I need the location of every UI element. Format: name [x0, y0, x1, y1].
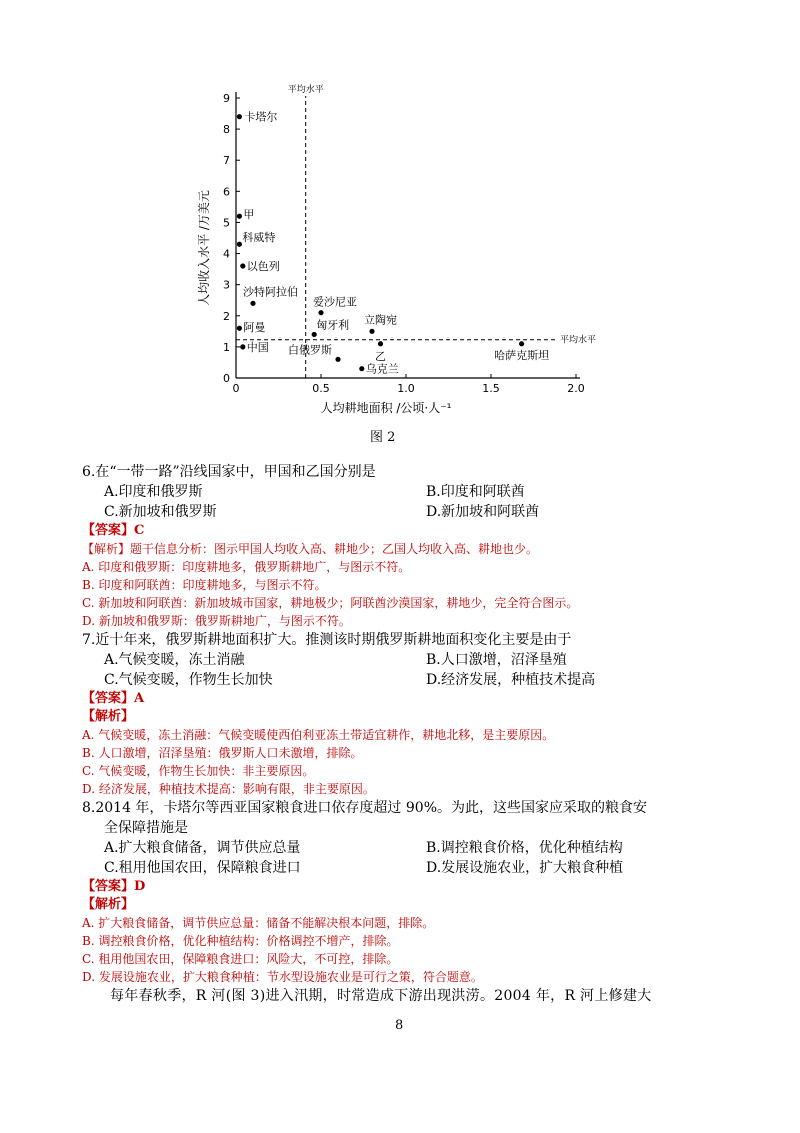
data-point: [335, 357, 340, 362]
q7-explain-a: A. 气候变暖，冻土消融：气候变暖使西伯利亚冻土带适宜耕作，耕地北移，是主要原因。: [82, 728, 555, 742]
y-tick-label: 6: [223, 185, 230, 199]
q7-answer-value: A: [134, 691, 145, 706]
q8-analysis: 【解析】: [82, 897, 135, 912]
y-tick-label: 1: [223, 340, 230, 354]
q7-option-d: D.经济发展，种植技术提高: [426, 672, 596, 688]
q7-explain-c: C. 气候变暖，作物生长加快：非主要原因。: [82, 764, 315, 778]
data-point: [250, 301, 255, 306]
q6-answer: [82, 522, 732, 540]
q6-analysis: 【解析】题干信息分析：图示甲国人均收入高、耕地少；乙国人均收入高、耕地也少。: [82, 542, 539, 556]
page-number: 8: [395, 1018, 404, 1033]
data-point-label: 白俄罗斯: [288, 343, 332, 357]
y-tick-label: 4: [223, 247, 230, 261]
q7-explain-d: D. 经济发展，种植技术提高：影响有限，非主要原因。: [82, 782, 375, 796]
data-point: [237, 214, 242, 219]
q7-answer: [82, 690, 732, 708]
data-point: [237, 326, 242, 331]
data-point: [318, 310, 323, 315]
q8-answer: [82, 878, 732, 896]
x-tick-label: 2.0: [567, 382, 585, 395]
y-tick-label: 7: [223, 154, 230, 168]
q8-explain-c: C. 租用他国农田，保障粮食进口：风险大，不可控，排除。: [82, 952, 399, 966]
figure-caption: 图 2: [370, 430, 396, 445]
y-tick-label: 3: [223, 278, 230, 292]
average-label-horizontal: 平均水平: [560, 335, 597, 346]
data-point-label: 中国: [246, 340, 269, 354]
y-tick-label: 9: [223, 92, 230, 105]
scatter-chart: [180, 80, 620, 420]
x-tick-label: 0.5: [312, 382, 330, 395]
average-lines: [236, 83, 596, 378]
data-point: [240, 344, 245, 349]
q6-explain-d: D. 新加坡和俄罗斯：俄罗斯耕地广，与图示不符。: [82, 614, 351, 628]
q7-explain-b: B. 人口激增，沼泽垦殖：俄罗斯人口未激增，排除。: [82, 746, 363, 760]
x-tick-label: 1.5: [482, 382, 500, 395]
q6-option-b: B.印度和阿联酋: [426, 484, 525, 500]
question-8-options: [82, 838, 732, 878]
data-point: [369, 329, 374, 334]
y-tick-label: 0: [223, 372, 230, 385]
q7-analysis: 【解析】: [82, 709, 135, 724]
question-content: [82, 462, 732, 1006]
data-point: [378, 341, 383, 346]
data-point-label: 卡塔尔: [244, 110, 278, 124]
data-point-label: 阿曼: [243, 321, 266, 335]
q8-option-a: A.扩大粮食储备，调节供应总量: [104, 840, 301, 856]
q8-answer-label: 【答案】: [82, 879, 135, 894]
data-point-label: 哈萨克斯坦: [494, 348, 550, 362]
data-point: [359, 366, 364, 371]
q6-answer-value: C: [134, 523, 145, 538]
y-axis-label: 人均收入水平 /万美元: [197, 190, 211, 306]
data-point-label: 乌克兰: [365, 362, 399, 376]
q6-explain-c: C. 新加坡和阿联酋：新加坡城市国家，耕地极少；阿联酋沙漠国家，耕地少，完全符合图示。: [82, 596, 579, 610]
q7-option-b: B.人口激增，沼泽垦殖: [426, 652, 567, 668]
data-point-label: 以色列: [246, 260, 280, 273]
y-tick-label: 2: [223, 309, 230, 323]
data-point: [519, 341, 524, 346]
chart-axes: [236, 92, 580, 378]
data-point: [240, 263, 245, 268]
x-tick-label: 0: [232, 382, 240, 395]
q6-answer-label: 【答案】: [82, 523, 135, 538]
average-label-vertical: 平均水平: [287, 85, 324, 95]
q8-explain-d: D. 发展设施农业，扩大粮食种植：节水型设施农业是可行之策，符合题意。: [82, 970, 483, 984]
data-point: [312, 332, 317, 337]
data-point-label: 爱沙尼亚: [313, 295, 357, 309]
data-point-label: 立陶宛: [364, 313, 397, 327]
q8-option-d: D.发展设施农业，扩大粮食种植: [426, 860, 624, 876]
q8-explain-b: B. 调控粮食价格，优化种植结构：价格调控不增产，排除。: [82, 934, 399, 948]
question-7-options: [82, 650, 732, 690]
q8-option-c: C.租用他国农田，保障粮食进口: [104, 860, 301, 876]
q7-option-a: A.气候变暖，冻土消融: [104, 652, 245, 668]
data-point-label: 匈牙利: [316, 318, 350, 332]
reading-paragraph: 每年春秋季，R 河(图 3)进入汛期，时常造成下游出现洪涝。2004 年，R 河上修建大: [110, 988, 652, 1004]
chart-points: [237, 110, 549, 376]
x-axis-label: 人均耕地面积 /公顷·人⁻¹: [320, 401, 452, 415]
q7-answer-label: 【答案】: [82, 691, 135, 706]
question-6-options: [82, 482, 732, 522]
q6-option-d: D.新加坡和阿联酋: [426, 504, 540, 520]
question-8-stem: 8.2014 年，卡塔尔等西亚国家粮食进口依存度超过 90%。为此，这些国家应采取的粮食安: [82, 800, 648, 816]
q6-explain-b: B. 印度和阿联酋：印度耕地多，与图示不符。: [82, 578, 327, 592]
y-tick-label: 5: [223, 216, 230, 230]
x-tick-label: 1.0: [397, 382, 415, 395]
y-tick-label: 8: [223, 123, 230, 137]
question-7-stem: 7.近十年来，俄罗斯耕地面积扩大。推测该时期俄罗斯耕地面积变化主要是由于: [82, 632, 572, 648]
q6-option-c: C.新加坡和俄罗斯: [104, 504, 217, 520]
q6-option-a: A.印度和俄罗斯: [104, 484, 203, 500]
q8-answer-value: D: [134, 879, 146, 894]
data-point-label: 沙特阿拉伯: [243, 285, 298, 299]
q8-option-b: B.调控粮食价格，优化种植结构: [426, 840, 623, 856]
question-6-stem: 6.在“一带一路”沿线国家中，甲国和乙国分别是: [82, 464, 376, 480]
q8-explain-a: A. 扩大粮食储备，调节供应总量：储备不能解决根本问题，排除。: [82, 916, 435, 930]
q7-option-c: C.气候变暖，作物生长加快: [104, 672, 273, 688]
data-point: [237, 114, 242, 119]
q6-explain-a: A. 印度和俄罗斯：印度耕地多，俄罗斯耕地广，与图示不符。: [82, 560, 411, 574]
question-8-stem-continued: 全保障措施是: [104, 820, 188, 836]
data-point: [237, 242, 242, 247]
data-point-label: 科威特: [242, 231, 276, 245]
data-point-label: 甲: [243, 208, 255, 222]
data-point-label: 乙: [375, 349, 386, 363]
